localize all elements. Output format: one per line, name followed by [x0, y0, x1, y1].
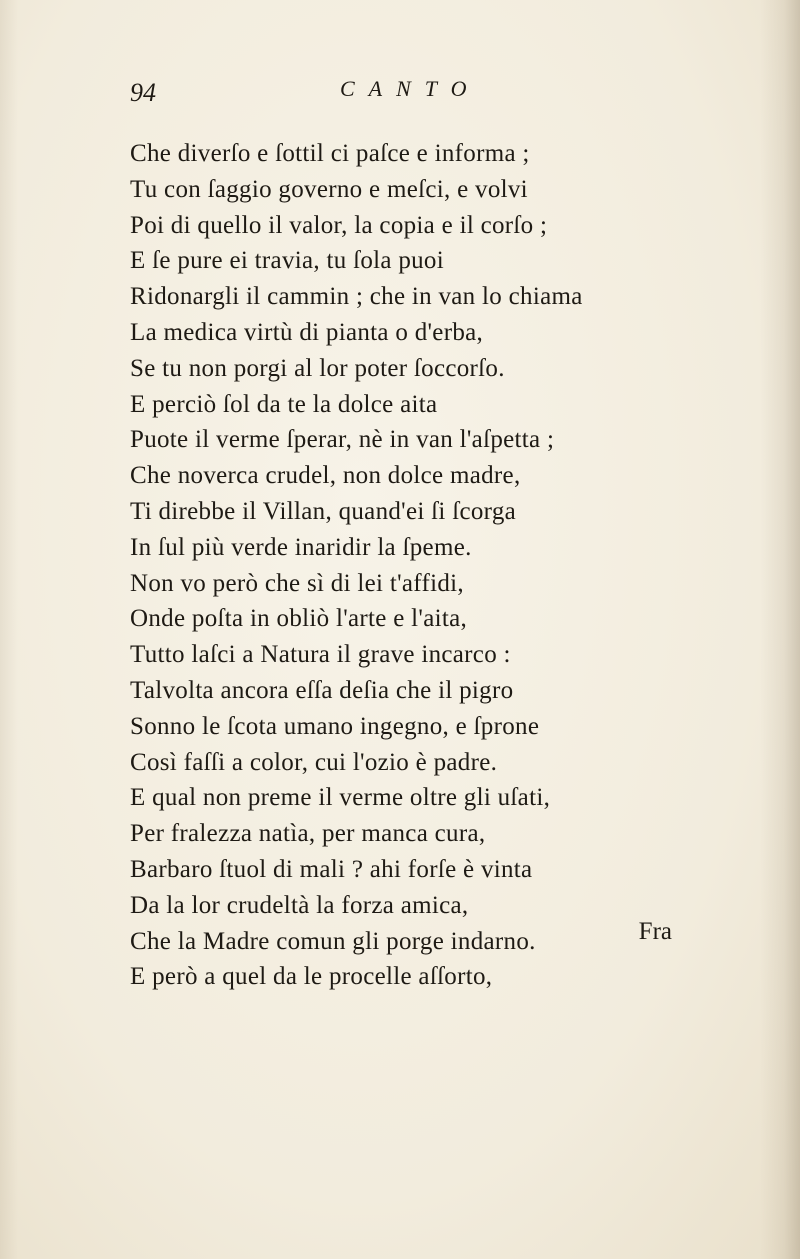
verse-line: Che diverſo e ſottil ci paſce e informa ;: [130, 140, 530, 167]
gutter-shadow: [0, 0, 18, 1259]
verse-line: E qual non preme il verme oltre gli uſati,: [130, 784, 551, 812]
running-head: CANTO: [340, 76, 481, 101]
verse-line: Non vo però che sì di lei t'affidi,: [130, 569, 464, 597]
catchword: Fra: [638, 918, 672, 945]
verse-line: Ti direbbe il Villan, quand'ei ſi ſcorga: [130, 497, 517, 525]
verse-line: Che noverca crudel, non dolce madre,: [130, 462, 521, 490]
poem-text: [130, 136, 750, 995]
verse-line: E ſe pure ei travia, tu ſola puoi: [130, 247, 444, 275]
verse-line: In ſul più verde inaridir la ſpeme.: [130, 533, 472, 561]
verse-line: Onde poſta in obliò l'arte e l'aita,: [130, 605, 468, 633]
verse-line: Ridonargli il cammin ; che in van lo chiama: [130, 283, 583, 311]
verse-line: Talvolta ancora eſſa deſia che il pigro: [130, 676, 514, 704]
verse-line: Barbaro ſtuol di mali ? ahi forſe è vinta: [130, 855, 533, 883]
verse-line: E perciò ſol da te la dolce aita: [130, 390, 438, 418]
verse-line: Se tu non porgi al lor poter ſoccorſo.: [130, 354, 505, 382]
verse-line: Poi di quello il valor, la copia e il corſo ;: [130, 211, 548, 239]
verse-line: E però a quel da le procelle aſſorto,: [130, 963, 493, 991]
verse-line: Tu con ſaggio governo e meſci, e volvi: [130, 175, 528, 203]
verse-line: Puote il verme ſperar, nè in van l'aſpetta ;: [130, 426, 555, 454]
verse-line: Sonno le ſcota umano ingegno, e ſprone: [130, 712, 540, 740]
verse-line: Da la lor crudeltà la forza amica,: [130, 891, 469, 919]
verse-line: Tutto laſci a Natura il grave incarco :: [130, 641, 511, 669]
verse-line: Che la Madre comun gli porge indarno.: [130, 927, 536, 955]
verse-line: Così faſſi a color, cui l'ozio è padre.: [130, 748, 498, 776]
page-edge-shadow: [760, 0, 800, 1259]
verse-line: La medica virtù di pianta o d'erba,: [130, 318, 484, 346]
page-number: 94: [130, 78, 156, 107]
verse-line: Per fralezza natìa, per manca cura,: [130, 820, 486, 848]
